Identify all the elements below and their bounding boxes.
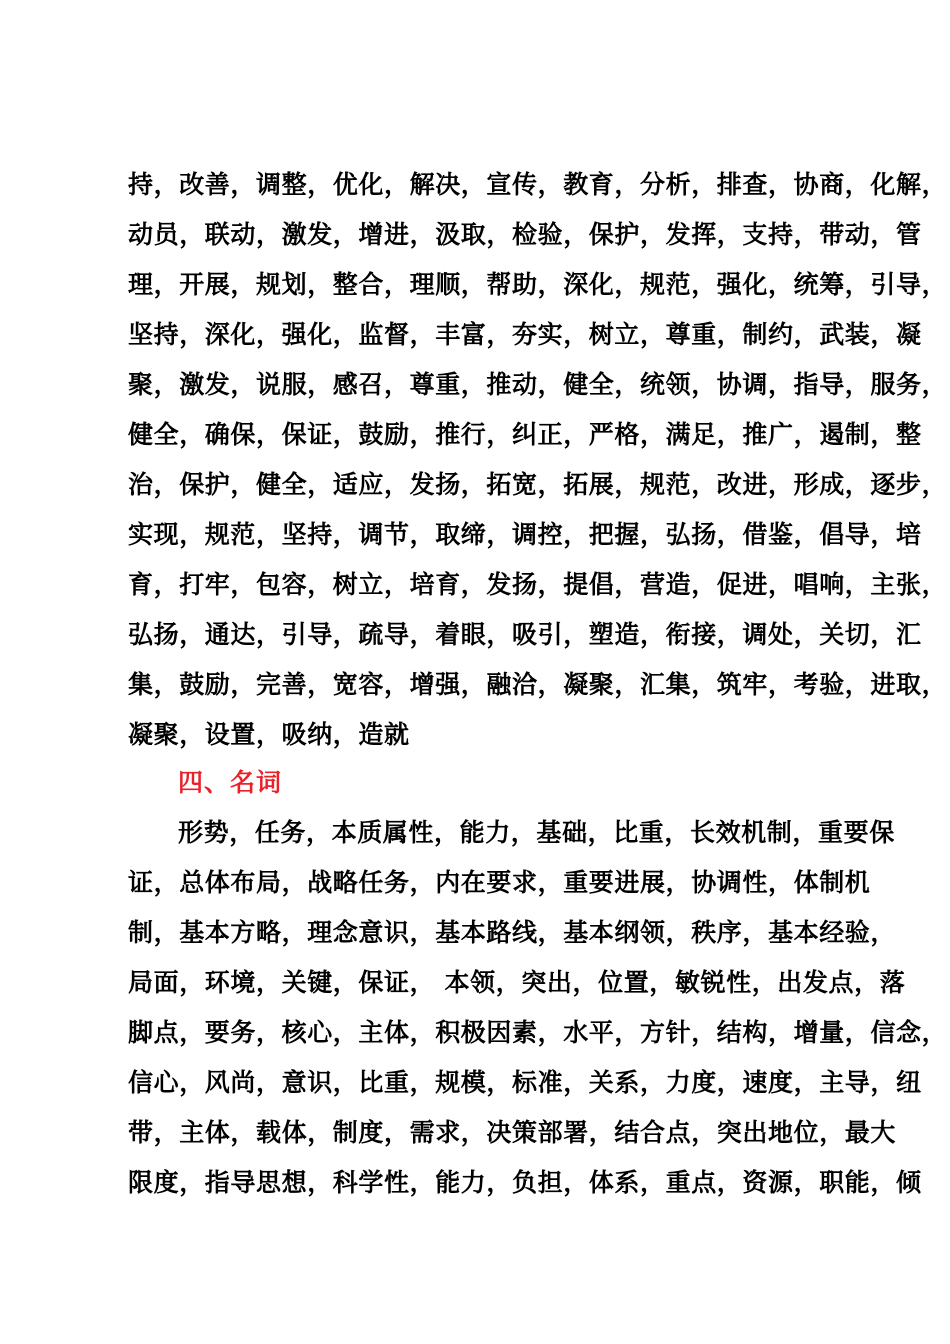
text-line: 健全，确保，保证，鼓励，推行，纠正，严格，满足，推广，遏制，整 [128,420,922,449]
text-line: 动员，联动，激发，增进，汲取，检验，保护，发挥，支持，带动，管 [128,220,922,249]
text-line: 坚持，深化，强化，监督，丰富，夯实，树立，尊重，制约，武装，凝 [128,320,922,349]
text-line: 弘扬，通达，引导，疏导，着眼，吸引，塑造，衔接，调处，关切，汇 [128,620,922,649]
text-line: 实现，规范，坚持，调节，取缔，调控，把握，弘扬，借鉴，倡导，培 [128,520,922,549]
text-line: 脚点，要务，核心，主体，积极因素，水平，方针，结构，增量，信念， [128,1018,948,1047]
text-line: 限度，指导思想，科学性，能力，负担，体系，重点，资源，职能，倾 [128,1168,922,1197]
text-line: 局面，环境，关键，保证， 本领，突出，位置，敏锐性，出发点，落 [128,968,906,997]
text-line: 治，保护，健全，适应，发扬，拓宽，拓展，规范，改进，形成，逐步， [128,470,948,499]
text-line: 形势，任务，本质属性，能力，基础，比重，长效机制，重要保 [178,818,895,847]
text-line: 带，主体，载体，制度，需求，决策部署，结合点，突出地位，最大 [128,1118,897,1147]
text-line: 制，基本方略，理念意识，基本路线，基本纲领，秩序，基本经验， [128,918,897,947]
text-line: 育，打牢，包容，树立，培育，发扬，提倡，营造，促进，唱响，主张， [128,570,948,599]
text-line: 凝聚，设置，吸纳，造就 [128,720,410,749]
text-line: 集，鼓励，完善，宽容，增强，融洽，凝聚，汇集，筑牢，考验，进取， [128,670,948,699]
text-line: 证，总体布局，战略任务，内在要求，重要进展，协调性，体制机 [128,868,871,897]
text-line: 理，开展，规划，整合，理顺，帮助，深化，规范，强化，统筹，引导， [128,270,948,299]
text-line: 持，改善，调整，优化，解决，宣传，教育，分析，排查，协商，化解， [128,170,948,199]
text-line: 信心，风尚，意识，比重，规模，标准，关系，力度，速度，主导，纽 [128,1068,922,1097]
text-line: 聚，激发，说服，感召，尊重，推动，健全，统领，协调，指导，服务， [128,370,948,399]
section-heading-nouns: 四、名词 [178,768,283,797]
